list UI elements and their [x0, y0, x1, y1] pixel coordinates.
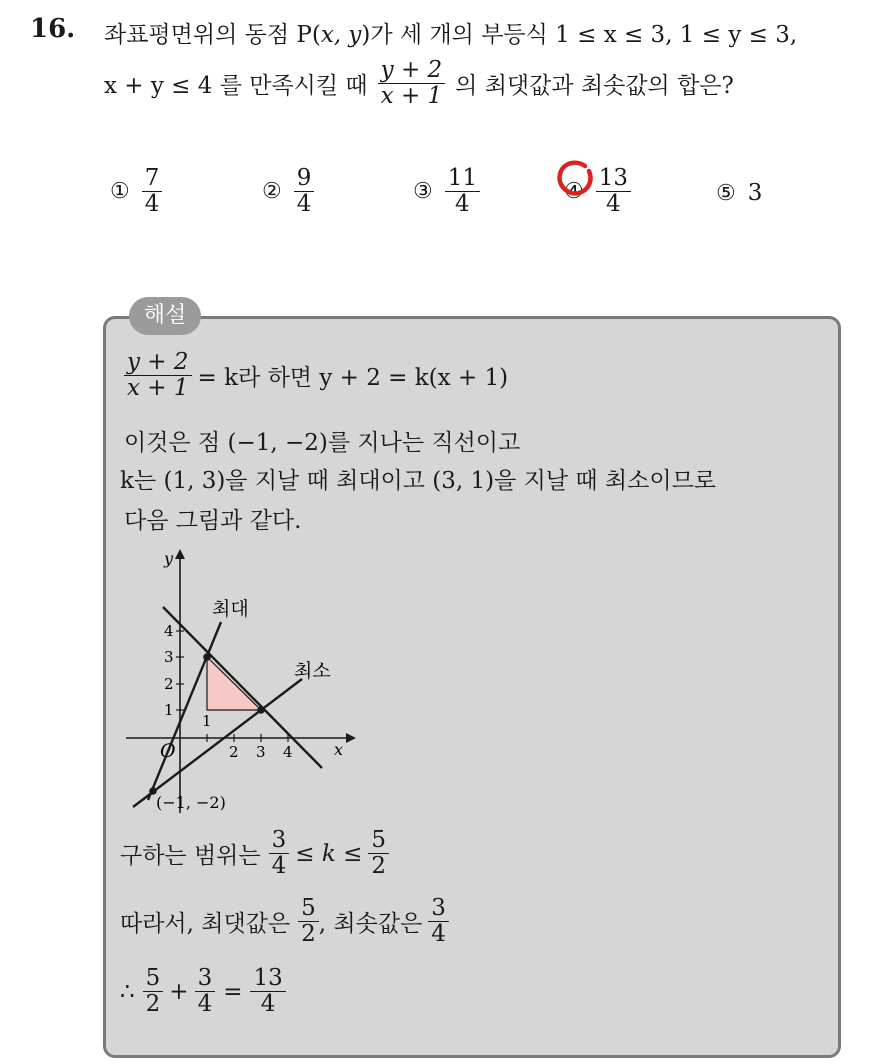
y-axis-label: y	[164, 549, 174, 568]
solution-line-2: 이것은 점 (−1, −2)를 지나는 직선이고	[124, 430, 521, 456]
point-label: (−1, −2)	[156, 793, 226, 812]
question-line-2: x + y ≤ 4 를 만족시킬 때 $\frac{y + 2}{x + 1}$ 의 최댓값과 최솟값의 합은?	[104, 57, 734, 110]
x-tick-1: 1	[202, 712, 212, 730]
point-3-1	[257, 706, 265, 714]
solution-line-4: 다음 그림과 같다.	[124, 508, 302, 534]
solution-graph	[118, 545, 368, 820]
point-1-3	[203, 653, 211, 661]
solution-conclusion: 따라서, 최댓값은 $\frac{5}{2}$ , 최솟값은 $\frac{3}{4}$	[120, 896, 449, 948]
origin-label: O	[160, 740, 176, 762]
label-min: 최소	[294, 660, 331, 682]
max-line	[148, 622, 221, 800]
y-tick-2: 2	[164, 675, 174, 693]
solution-range: 구하는 범위는 $\frac{3}{4}$ ≤ k ≤ $\frac{5}{2}$	[120, 828, 389, 880]
solution-line-1: $\frac{y + 2}{x + 1}$ = k라 하면 y + 2 = k(x + 1)	[124, 350, 508, 402]
x-tick-3: 3	[256, 743, 266, 761]
question-number: 16.	[30, 14, 76, 44]
x-tick-4: 4	[283, 743, 293, 761]
x-axis-label: x	[334, 740, 344, 759]
solution-tag: 해설	[129, 297, 201, 335]
solution-final: ∴ $\frac{5}{2}$ + $\frac{3}{4}$ = $\frac{13}{4}$	[120, 966, 286, 1018]
y-tick-4: 4	[164, 622, 174, 640]
line-x-plus-y-4	[163, 607, 322, 768]
question-line-1: 좌표평면위의 동점 P(x, y)가 세 개의 부등식 1 ≤ x ≤ 3, 1 ≤ y ≤ 3,	[104, 22, 798, 48]
y-tick-3: 3	[164, 648, 174, 666]
label-max: 최대	[212, 598, 249, 620]
y-axis-arrow-icon	[175, 549, 185, 559]
solution-line-3: k는 (1, 3)을 지날 때 최대이고 (3, 1)을 지날 때 최소이므로	[120, 468, 717, 494]
y-tick-1: 1	[164, 701, 174, 719]
choice-5[interactable]: ⑤ 3	[716, 180, 763, 206]
x-axis-arrow-icon	[346, 733, 356, 743]
choice-2[interactable]: ② $\frac{9}{4}$	[262, 166, 314, 218]
choice-1[interactable]: ① $\frac{7}{4}$	[110, 166, 162, 218]
choice-4[interactable]: ④ $\frac{13}{4}$	[564, 166, 631, 218]
question-fraction: $\frac{y + 2}{x + 1}$	[378, 58, 446, 110]
choice-3[interactable]: ③ $\frac{11}{4}$	[413, 166, 480, 218]
x-tick-2: 2	[229, 743, 239, 761]
selected-answer-circle-icon	[555, 158, 595, 198]
feasible-region	[207, 657, 261, 710]
